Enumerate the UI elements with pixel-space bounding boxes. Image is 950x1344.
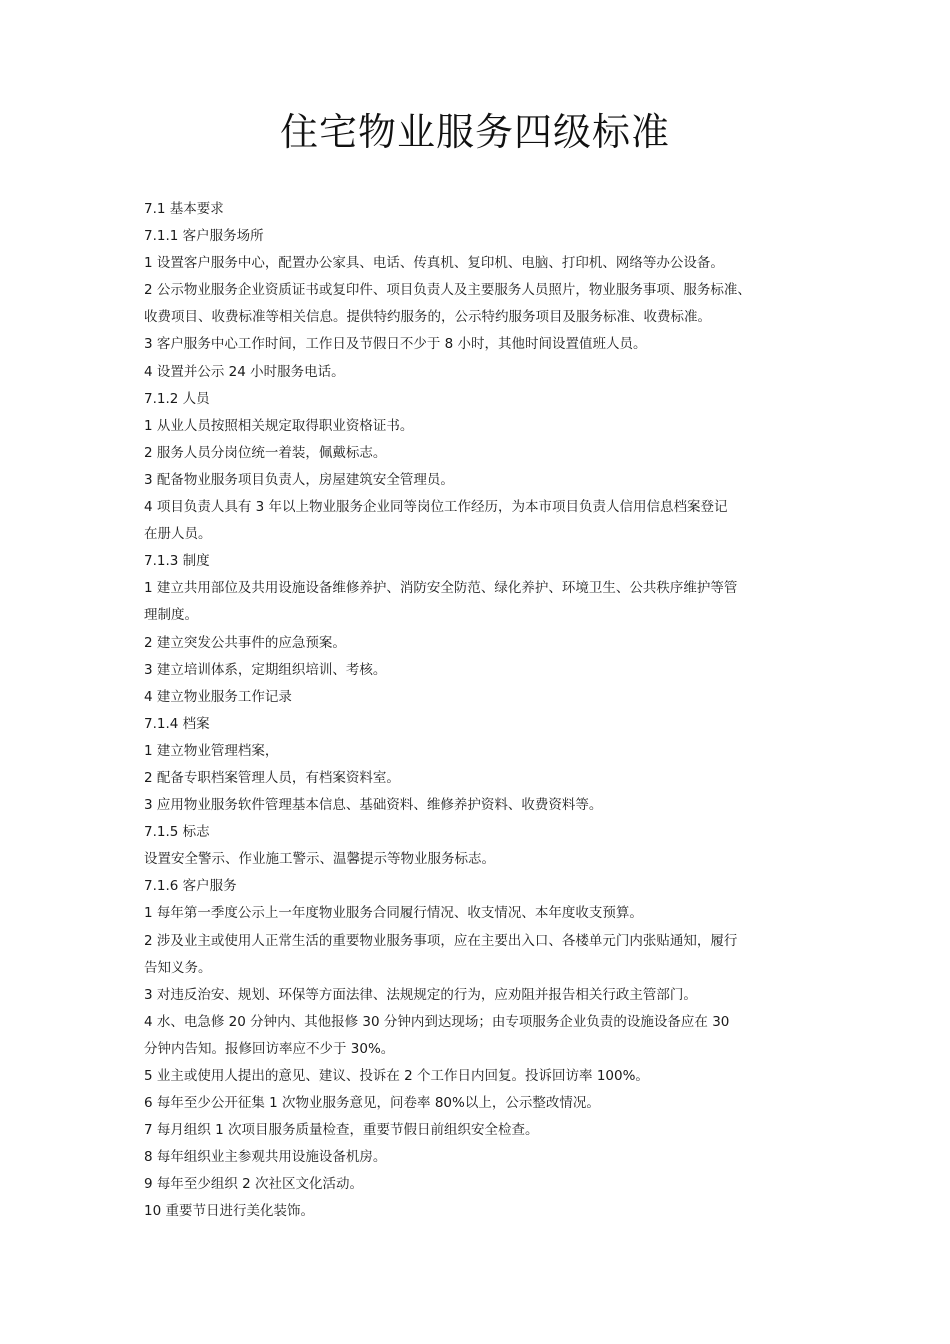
text-line: 7.1.6 客户服务 <box>144 878 237 895</box>
text-line: 5 业主或使用人提出的意见、建议、投诉在 2 个工作日内回复。投诉回访率 100%。 <box>144 1068 649 1084</box>
text-line: 理制度。 <box>144 607 198 624</box>
text-line: 4 建立物业服务工作记录 <box>144 688 292 705</box>
text-line: 2 服务人员分岗位统一着装，佩戴标志。 <box>144 444 387 461</box>
text-line: 7.1.1 客户服务场所 <box>144 228 264 245</box>
text-line: 1 建立物业管理档案， <box>144 742 279 759</box>
text-line: 1 从业人员按照相关规定取得职业资格证书。 <box>144 417 414 434</box>
text-line: 7 每月组织 1 次项目服务质量检查，重要节假日前组织安全检查。 <box>144 1122 539 1139</box>
text-line: 7.1.3 制度 <box>144 553 210 570</box>
text-line: 3 客户服务中心工作时间，工作日及节假日不少于 8 小时，其他时间设置值班人员。 <box>144 336 647 353</box>
text-line: 3 对违反治安、规划、环保等方面法律、法规规定的行为，应劝阻并报告相关行政主管部门。 <box>144 986 697 1003</box>
text-line: 2 涉及业主或使用人正常生活的重要物业服务事项，应在主要出入口、各楼单元门内张贴通知，履行 <box>144 932 738 949</box>
text-line: 告知义务。 <box>144 959 212 976</box>
text-line: 分钟内告知。报修回访率应不少于 30%。 <box>144 1040 395 1057</box>
text-line: 4 水、电急修 20 分钟内、其他报修 30 分钟内到达现场；由专项服务企业负责的设施设备应在 30 <box>144 1013 730 1030</box>
text-line: 1 每年第一季度公示上一年度物业服务合同履行情况、收支情况、本年度收支预算。 <box>144 905 643 922</box>
text-line: 2 建立突发公共事件的应急预案。 <box>144 634 346 651</box>
text-line: 3 配备物业服务项目负责人，房屋建筑安全管理员。 <box>144 471 454 488</box>
text-line: 6 每年至少公开征集 1 次物业服务意见，问卷率 80%以上，公示整改情况。 <box>144 1095 600 1112</box>
text-line: 在册人员。 <box>144 526 212 543</box>
text-line: 7.1.2 人员 <box>144 390 210 407</box>
text-line: 4 项目负责人具有 3 年以上物业服务企业同等岗位工作经历，为本市项目负责人信用信息档案登记 <box>144 499 728 516</box>
text-line: 1 设置客户服务中心，配置办公家具、电话、传真机、复印机、电脑、打印机、网络等办公设备。 <box>144 255 724 272</box>
document-title: 住宅物业服务四级标准 <box>279 110 670 154</box>
text-line: 设置安全警示、作业施工警示、温馨提示等物业服务标志。 <box>144 851 495 868</box>
text-line: 收费项目、收费标准等相关信息。提供特约服务的，公示特约服务项目及服务标准、收费标准。 <box>144 309 711 326</box>
text-line: 7.1.5 标志 <box>144 824 210 841</box>
text-line: 7.1.4 档案 <box>144 715 210 732</box>
text-line: 9 每年至少组织 2 次社区文化活动。 <box>144 1176 364 1193</box>
text-line: 3 应用物业服务软件管理基本信息、基础资料、维修养护资料、收费资料等。 <box>144 797 603 814</box>
text-line: 4 设置并公示 24 小时服务电话。 <box>144 363 345 380</box>
text-line: 3 建立培训体系，定期组织培训、考核。 <box>144 661 387 678</box>
text-line: 7.1 基本要求 <box>144 201 224 217</box>
document-body <box>144 196 814 1226</box>
text-line: 1 建立共用部位及共用设施设备维修养护、消防安全防范、绿化养护、环境卫生、公共秩序维护等管 <box>144 580 738 597</box>
text-line: 8 每年组织业主参观共用设施设备机房。 <box>144 1149 387 1166</box>
text-line: 2 配备专职档案管理人员，有档案资料室。 <box>144 769 400 786</box>
text-line: 10 重要节日进行美化装饰。 <box>144 1203 314 1220</box>
text-line: 2 公示物业服务企业资质证书或复印件、项目负责人及主要服务人员照片，物业服务事项、服务标准、 <box>144 282 751 299</box>
